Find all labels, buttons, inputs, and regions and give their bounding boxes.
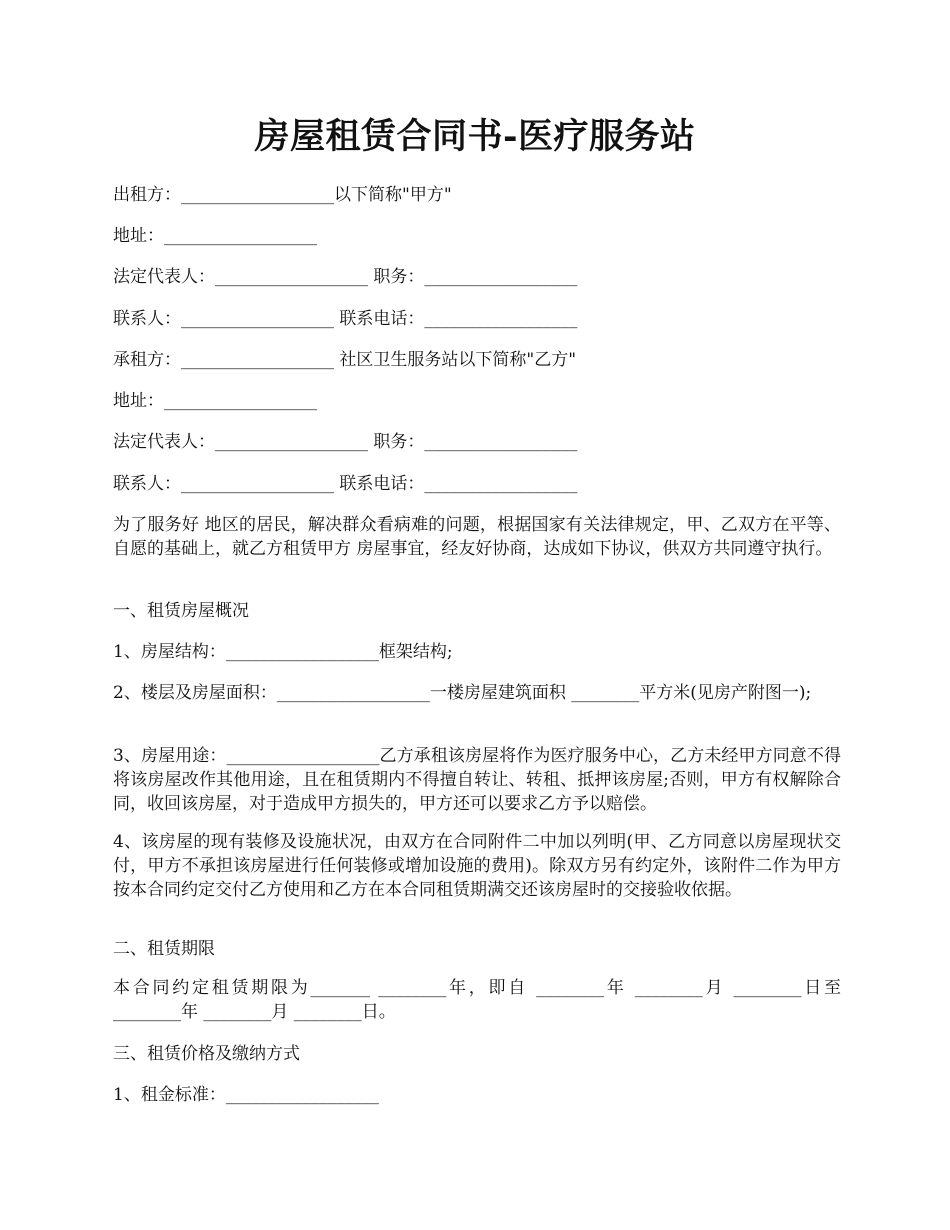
clause-2-1: 本合同约定租赁期限为_______ ________年，即自 ________年 ________月 ________日至 ________年 ________月 ________日。 bbox=[113, 978, 841, 1022]
intro-paragraph: 为了服务好 地区的居民，解决群众看病难的问题，根据国家有关法律规定，甲、乙双方在平等、自愿的基础上，就乙方租赁甲方 房屋事宜，经友好协商，达成如下协议，供双方共同遵守执行。 bbox=[113, 515, 841, 559]
clause-1-4: 4、该房屋的现有装修及设施状况，由双方在合同附件二中加以列明(甲、乙方同意以房屋现状交付，甲方不承担该房屋进行任何装修或增加设施的费用)。除双方另有约定外，该附件二作为甲方按本合同约定交付乙方使用和乙方在本合同租赁期满交还该房屋时的交接验收依据。 bbox=[113, 832, 841, 900]
lessor-line: 出租方：__________________以下简称"甲方" bbox=[113, 185, 452, 205]
lessee-address-line: 地址：__________________ bbox=[113, 391, 317, 411]
section-heading-1: 一、租赁房屋概况 bbox=[113, 601, 249, 621]
lessee-representative-line: 法定代表人：__________________ 职务：__________________ bbox=[113, 432, 578, 452]
lessee-contact-line: 联系人：__________________ 联系电话：__________________ bbox=[113, 474, 578, 494]
lessee-line: 承租方：__________________ 社区卫生服务站以下简称"乙方" bbox=[113, 350, 577, 370]
clause-1-2: 2、楼层及房屋面积：__________________一楼房屋建筑面积 ________平方米(见房产附图一); bbox=[113, 683, 812, 703]
lessor-address-line: 地址：__________________ bbox=[113, 226, 317, 246]
section-heading-2: 二、租赁期限 bbox=[113, 939, 215, 959]
clause-1-3: 3、房屋用途：__________________乙方承租该房屋将作为医疗服务中心，乙方未经甲方同意不得将该房屋改作其他用途，且在租赁期内不得擅自转让、转租、抵押该房屋;否则，甲方有权解除合同，收回该房屋，对于造成甲方损失的，甲方还可以要求乙方予以赔偿。 bbox=[113, 746, 841, 814]
document-title: 房屋租赁合同书-医疗服务站 bbox=[254, 116, 696, 157]
lessor-representative-line: 法定代表人：__________________ 职务：__________________ bbox=[113, 267, 578, 287]
section-heading-3: 三、租赁价格及缴纳方式 bbox=[113, 1044, 300, 1064]
lessor-contact-line: 联系人：__________________ 联系电话：__________________ bbox=[113, 309, 578, 329]
clause-3-1: 1、租金标准：__________________ bbox=[113, 1085, 379, 1105]
clause-1-1: 1、房屋结构：__________________框架结构; bbox=[113, 642, 453, 662]
